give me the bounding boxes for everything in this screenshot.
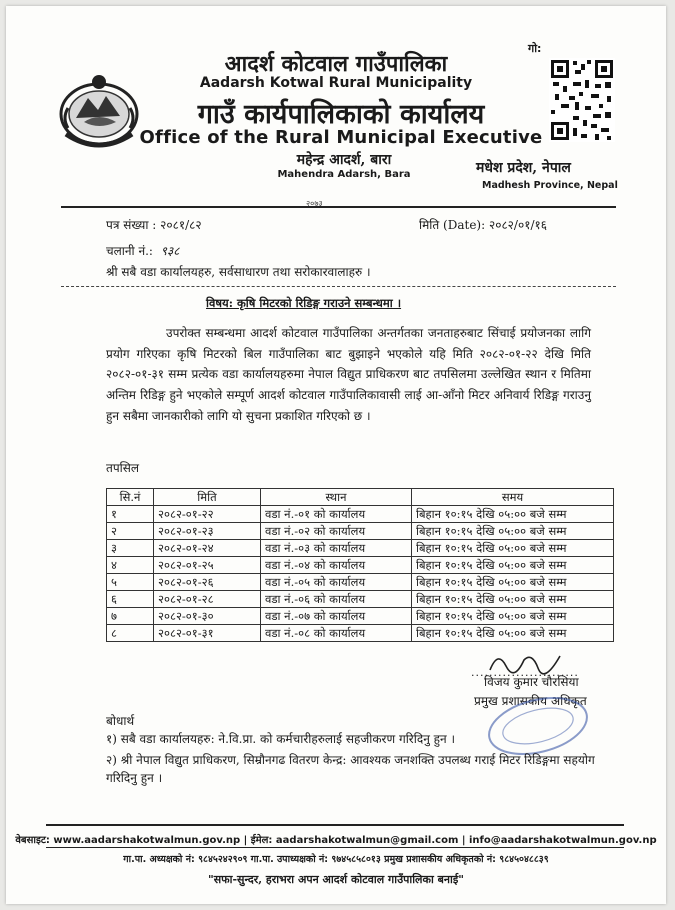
col-header-place: स्थान <box>261 489 412 506</box>
footer-divider-mid <box>46 847 624 848</box>
cell-date: २०८२-०१-२३ <box>154 523 261 540</box>
address-np: महेन्द्र आदर्श, बारा <box>296 152 392 168</box>
footer-slogan: "सफा-सुन्दर, हराभरा अपन आदर्श कोटवाल गाउँपालिका बनाई" <box>207 873 465 886</box>
table-row <box>107 523 614 540</box>
cell-sn: २ <box>107 523 154 540</box>
cell-sn: १ <box>107 506 154 523</box>
subject-line: विषय: कृषि मिटरको रिडिङ्ग गराउने सम्बन्धमा । <box>206 296 402 310</box>
office-stamp <box>484 694 592 758</box>
notice-body: उपरोक्त सम्बन्धमा आदर्श कोटवाल गाउँपालिका अन्तर्गतका जनताहरुबाट सिंचाई प्रयोजनका लागि प्रयोग गरिएका कृषि मिटरको बिल गाउँपालिका बाट बुझाइने भएकोले यहि मिति २०८२-०१-२२ देखि मिति २०८२-०१-३१ सम्म प्रत्येक वडा कार्यालयहरुमा नेपाल विद्युत प्राधिकरण बाट तपसिलमा उल्लेखित स्थान र मितिमा अन्तिम रिडिङ्ग हुने भएकोले सम्पूर्ण आदर्श कोटवाल गाउँपालिकावासी लाई आ-आँनो मिटर अनिवार्य रिडिङ्ग गराउनु हुन सबैमा जानकारीको लागि यो सुचना प्रकाशित गरिएको छ । <box>106 326 591 423</box>
recipients: श्री सबै वडा कार्यालयहरु, सर्वसाधारण तथा सरोकारवालाहरु । <box>106 265 371 279</box>
cell-date: २०८२-०१-२५ <box>154 557 261 574</box>
municipality-name-np: आदर्श कोटवाल गाउँपालिका <box>224 51 448 77</box>
note-item-2: २) श्री नेपाल विद्युत प्राधिकरण, सिम्रौनगढ वितरण केन्द्र: आवश्यक जनशक्ति उपलब्ध गराई मिटर रिडिङ्गमा सहयोग गरिदिनु हुन । <box>106 753 595 785</box>
table-row <box>107 574 614 591</box>
footer-divider-top <box>46 824 624 826</box>
col-header-time: समय <box>412 489 614 506</box>
col-header-sn: सि.नं <box>107 489 154 506</box>
schedule-table <box>106 488 614 642</box>
cell-time: बिहान १०:१५ देखि ०५:०० बजे सम्म <box>412 608 614 625</box>
tapsil-label: तपसिल <box>106 461 140 475</box>
cell-time: बिहान १०:१५ देखि ०५:०० बजे सम्म <box>412 540 614 557</box>
office-name-en: Office of the Rural Municipal Executive <box>139 127 543 148</box>
cell-place: वडा नं.-०५ को कार्यालय <box>261 574 412 591</box>
dispatch-value: ९३८ <box>160 244 180 258</box>
cell-sn: ७ <box>107 608 154 625</box>
cell-place: वडा नं.-०७ को कार्यालय <box>261 608 412 625</box>
table-row <box>107 625 614 642</box>
signature-dots: ........................ <box>471 666 579 679</box>
dispatch-number <box>106 242 180 259</box>
header-divider <box>61 206 616 208</box>
qr-code <box>549 58 615 142</box>
municipality-name-en: Aadarsh Kotwal Rural Municipality <box>199 75 473 91</box>
cell-sn: ३ <box>107 540 154 557</box>
go-label: गो: <box>528 42 542 55</box>
cell-time: बिहान १०:१५ देखि ०५:०० बजे सम्म <box>412 557 614 574</box>
province-en: Madhesh Province, Nepal <box>482 180 618 191</box>
table-row <box>107 608 614 625</box>
col-header-date: मिति <box>154 489 261 506</box>
cell-time: बिहान १०:१५ देखि ०५:०० बजे सम्म <box>412 625 614 642</box>
note-item-1: १) सबै वडा कार्यालयहरु: ने.वि.प्रा. को कर्मचारीहरुलाई सहजीकरण गरिदिनु हुन । <box>106 732 456 746</box>
cell-date: २०८२-०१-२२ <box>154 506 261 523</box>
signatory-title: प्रमुख प्रशासकीय अधिकृत <box>474 694 587 708</box>
table-row <box>107 591 614 608</box>
cell-place: वडा नं.-०४ को कार्यालय <box>261 557 412 574</box>
cell-place: वडा नं.-०२ को कार्यालय <box>261 523 412 540</box>
address-en: Mahendra Adarsh, Bara <box>277 169 411 180</box>
stamp-year: २०७३ <box>306 199 323 208</box>
letter-page <box>6 6 666 904</box>
notes-label: बोधार्थ <box>106 714 135 728</box>
table-row <box>107 557 614 574</box>
cell-sn: ८ <box>107 625 154 642</box>
cell-date: २०८२-०१-२६ <box>154 574 261 591</box>
table-row <box>107 506 614 523</box>
cell-date: २०८२-०१-३१ <box>154 625 261 642</box>
footer-contacts: वेबसाइट: www.aadarshakotwalmun.gov.np | ईमेल: aadarshakotwalmun@gmail.com | info@aadarshakotwalmun.gov.np <box>15 835 657 846</box>
cell-date: २०८२-०१-२८ <box>154 591 261 608</box>
table-row <box>107 540 614 557</box>
cell-time: बिहान १०:१५ देखि ०५:०० बजे सम्म <box>412 574 614 591</box>
cell-place: वडा नं.-०३ को कार्यालय <box>261 540 412 557</box>
cell-time: बिहान १०:१५ देखि ०५:०० बजे सम्म <box>412 591 614 608</box>
letter-date: मिति (Date): २०८२/०१/१६ <box>419 218 547 232</box>
office-name-np: गाउँ कार्यपालिकाको कार्यालय <box>197 99 485 130</box>
cell-date: २०८२-०१-३० <box>154 608 261 625</box>
reference-number: पत्र संख्या : २०८१/८२ <box>106 218 202 232</box>
cell-place: वडा नं.-०६ को कार्यालय <box>261 591 412 608</box>
cell-date: २०८२-०१-२४ <box>154 540 261 557</box>
cell-sn: ६ <box>107 591 154 608</box>
cell-place: वडा नं.-०१ को कार्यालय <box>261 506 412 523</box>
dispatch-label: चलानी नं.: <box>106 244 153 258</box>
signatory-name: विजय कुमार चौरसिया <box>484 675 579 689</box>
cell-sn: ५ <box>107 574 154 591</box>
footer-phones: गा.पा. अध्यक्षको नं: ९८४५२४२९०९ गा.पा. उपाध्यक्षको नं: ९७४५८५८०१३ प्रमुख प्रशासकीय अधिकृतको नं: ९८४५०४८८३९ <box>123 854 549 865</box>
cell-place: वडा नं.-०८ को कार्यालय <box>261 625 412 642</box>
province-np: मधेश प्रदेश, नेपाल <box>476 160 571 176</box>
subject-divider <box>61 286 616 287</box>
cell-time: बिहान १०:१५ देखि ०५:०० बजे सम्म <box>412 523 614 540</box>
cell-sn: ४ <box>107 557 154 574</box>
cell-time: बिहान १०:१५ देखि ०५:०० बजे सम्म <box>412 506 614 523</box>
table-header-row <box>107 489 614 506</box>
